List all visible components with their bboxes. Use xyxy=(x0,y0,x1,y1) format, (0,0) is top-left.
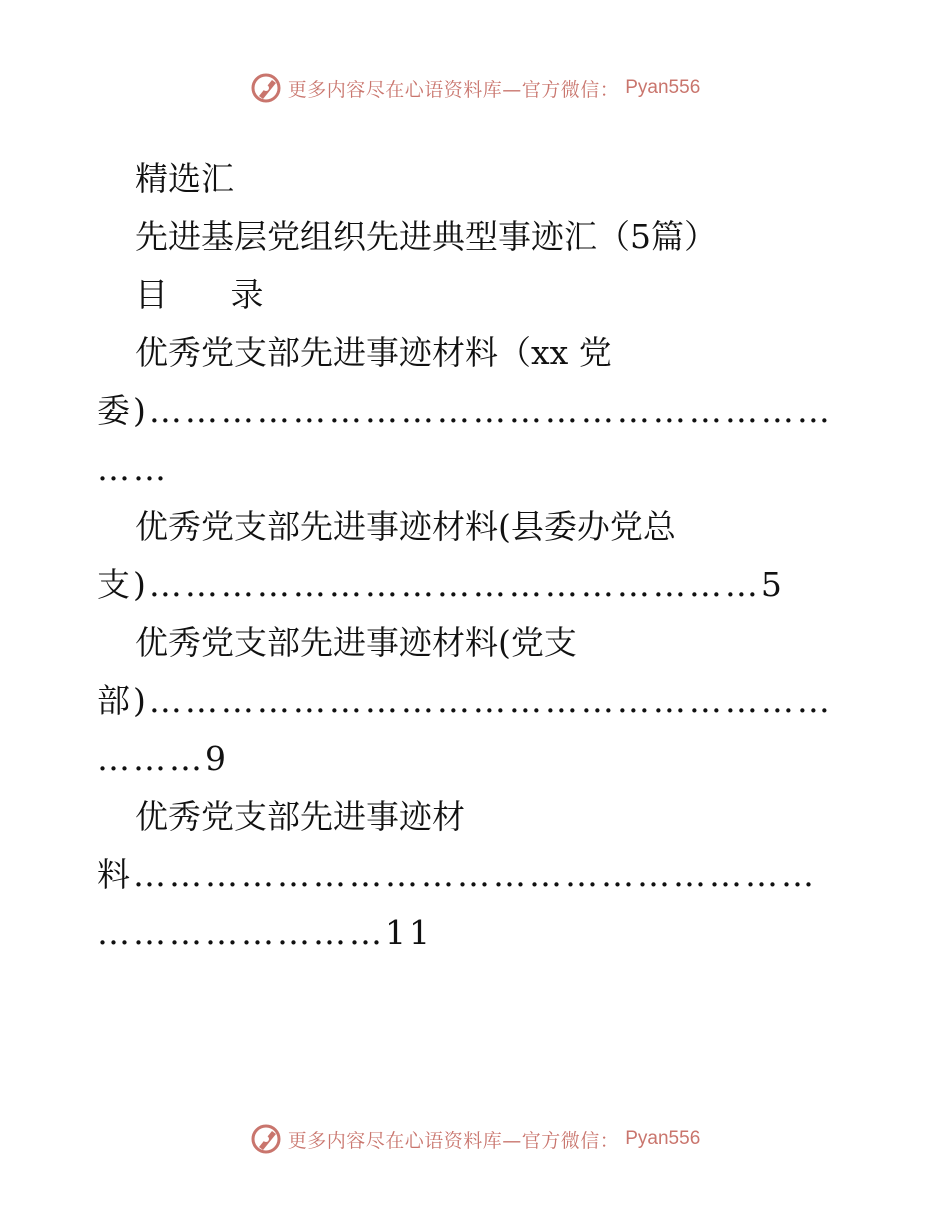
toc-title: 目 录 xyxy=(135,275,290,314)
toc-entry-leader: 支)……………………………………………5 xyxy=(97,565,785,604)
toc-entry[interactable] xyxy=(97,614,857,788)
watermark-id: Pyan556 xyxy=(625,1128,701,1149)
toc-entry-title: 优秀党支部先进事迹材料（xx 党 xyxy=(135,333,612,372)
toc-entry-leader-cont: …… xyxy=(97,449,169,488)
watermark-text: 更多内容尽在心语资料库—官方微信： xyxy=(287,1129,620,1152)
toc-entry-title: 优秀党支部先进事迹材料(党支 xyxy=(135,623,577,662)
heading-1: 精选汇 xyxy=(135,159,234,198)
toc-entry-title: 优秀党支部先进事迹材料(县委办党总 xyxy=(135,507,676,546)
document-body xyxy=(97,150,857,962)
toc-entry-leader-cont: ………9 xyxy=(97,739,229,778)
pen-logo-icon xyxy=(250,1123,282,1155)
watermark-text: 更多内容尽在心语资料库—官方微信： xyxy=(287,78,620,101)
toc-entry-leader: 部)………………………………………………… xyxy=(97,681,833,720)
toc-entry-leader: 委)………………………………………………… xyxy=(97,391,833,430)
toc-entry[interactable] xyxy=(97,324,857,498)
watermark-id: Pyan556 xyxy=(625,77,701,98)
toc-entry[interactable] xyxy=(97,788,857,962)
toc-entry[interactable] xyxy=(97,498,857,614)
header-watermark xyxy=(0,72,950,104)
heading-2: 先进基层党组织先进典型事迹汇（5篇） xyxy=(135,217,717,256)
pen-logo-icon xyxy=(250,72,282,104)
toc-entry-leader-cont: ……………………11 xyxy=(97,913,433,952)
toc-entry-leader: 料………………………………………………… xyxy=(97,855,817,894)
footer-watermark xyxy=(0,1123,950,1155)
toc-entry-title: 优秀党支部先进事迹材 xyxy=(135,797,465,836)
